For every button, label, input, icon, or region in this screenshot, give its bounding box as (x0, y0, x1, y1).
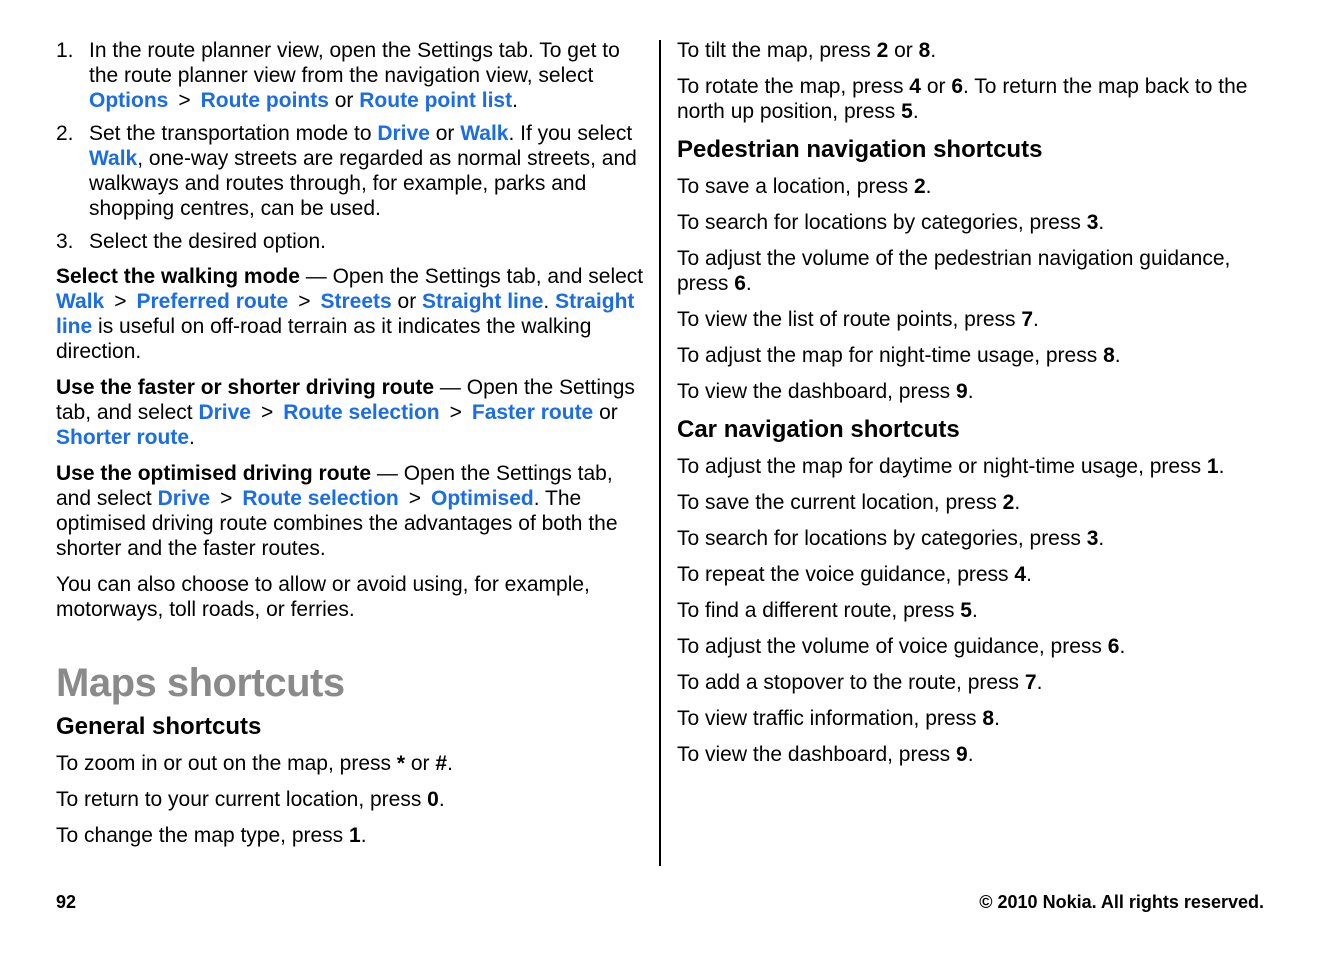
shortcut-line: To adjust the map for night-time usage, press 8. (677, 344, 1121, 367)
shortcut-line: To change the map type, press 1. (56, 824, 367, 847)
key: 2 (913, 175, 926, 198)
shortcut-line: To save the current location, press 2. (677, 491, 1021, 514)
key: 8 (982, 707, 995, 730)
key: # (435, 752, 448, 775)
link-route-point-list[interactable]: Route point list (359, 89, 513, 112)
faster-route-paragraph: Use the faster or shorter driving route — Open the Settings tab, and select Drive > Route selection > Faster route or Shorter route. (56, 376, 635, 449)
key: 6 (951, 75, 964, 98)
key: 6 (734, 272, 746, 295)
shortcut-line: To tilt the map, press 2 or 8. (677, 39, 937, 62)
shortcut-line: To adjust the volume of the pedestrian navigation guidance, press 6. (677, 247, 1231, 295)
right-column (677, 38, 1277, 778)
link-route-selection[interactable]: Route selection (283, 401, 440, 424)
link-walk[interactable]: Walk (56, 290, 105, 313)
shortcut-line: To view the dashboard, press 9. (677, 743, 974, 766)
link-drive[interactable]: Drive (198, 401, 251, 424)
key: 7 (1024, 671, 1037, 694)
key: 3 (1086, 527, 1099, 550)
list-item: 1. In the route planner view, open the Settings tab. To get to the route planner view from the navigation view, select Options > Route points or Route point list. (56, 39, 620, 112)
shortcut-line: To view traffic information, press 8. (677, 707, 1000, 730)
key: 9 (956, 743, 968, 766)
key: 7 (1021, 308, 1034, 331)
link-preferred-route[interactable]: Preferred route (136, 290, 289, 313)
shortcut-line: To search for locations by categories, press 3. (677, 527, 1105, 550)
shortcut-line: To rotate the map, press 4 or 6. To return the map back to the north up position, press 5. (677, 75, 1248, 123)
key: * (396, 752, 406, 775)
term: Use the faster or shorter driving route (56, 376, 435, 399)
link-options[interactable]: Options (89, 89, 169, 112)
column-divider (659, 40, 661, 866)
shortcut-line: To view the list of route points, press 7. (677, 308, 1039, 331)
shortcut-line: To view the dashboard, press 9. (677, 380, 974, 403)
list-item: 3. Select the desired option. (56, 230, 326, 253)
optimised-route-paragraph: Use the optimised driving route — Open the Settings tab, and select Drive > Route selection > Optimised. The optimised driving route combines the advantages of both the shorter and the faster routes. (56, 462, 618, 560)
key: 0 (427, 788, 439, 811)
link-route-points[interactable]: Route points (200, 89, 329, 112)
key: 5 (901, 100, 913, 123)
step-number: 3. (56, 230, 74, 253)
key: 1 (1206, 455, 1219, 478)
link-streets[interactable]: Streets (320, 290, 392, 313)
walking-mode-paragraph: Select the walking mode — Open the Settings tab, and select Walk > Preferred route > Streets or Straight line. Straight line is useful on off-road terrain as it indicates the walking direction. (56, 265, 644, 363)
page-number: 92 (56, 892, 77, 912)
copyright: © 2010 Nokia. All rights reserved. (979, 892, 1264, 912)
section-title: Maps shortcuts (56, 661, 345, 705)
shortcut-line: To adjust the volume of voice guidance, press 6. (677, 635, 1126, 658)
key: 9 (956, 380, 968, 403)
shortcut-line: To add a stopover to the route, press 7. (677, 671, 1043, 694)
link-faster-route[interactable]: Faster route (471, 401, 594, 424)
step-number: 1. (56, 39, 74, 62)
link-straight-line[interactable]: Straight line (422, 290, 544, 313)
link-walk[interactable]: Walk (460, 122, 509, 145)
key: 8 (918, 39, 931, 62)
link-walk[interactable]: Walk (89, 147, 138, 170)
shortcut-line: To zoom in or out on the map, press * or #. (56, 752, 453, 775)
key: 8 (1103, 344, 1115, 367)
car-shortcuts-heading: Car navigation shortcuts (677, 416, 960, 443)
general-shortcuts-heading: General shortcuts (56, 713, 262, 740)
shortcut-line: To return to your current location, press 0. (56, 788, 445, 811)
link-drive[interactable]: Drive (157, 487, 211, 510)
avoid-paragraph: You can also choose to allow or avoid using, for example, motorways, toll roads, or ferries. (56, 573, 590, 621)
pedestrian-shortcuts-heading: Pedestrian navigation shortcuts (677, 136, 1043, 163)
link-straight-line[interactable]: Straight line (56, 290, 635, 338)
key: 5 (960, 599, 972, 622)
link-optimised[interactable]: Optimised (431, 487, 534, 510)
key: 1 (349, 824, 361, 847)
step-number: 2. (56, 122, 74, 145)
link-shorter-route[interactable]: Shorter route (56, 426, 190, 449)
key: 4 (1014, 563, 1027, 586)
term: Use the optimised driving route (56, 462, 372, 485)
left-column (56, 38, 646, 859)
key: 4 (909, 75, 921, 98)
shortcut-line: To find a different route, press 5. (677, 599, 978, 622)
link-route-selection[interactable]: Route selection (242, 487, 399, 510)
shortcut-line: To search for locations by categories, press 3. (677, 211, 1105, 234)
steps-list (56, 38, 646, 254)
term: Select the walking mode (56, 265, 300, 288)
list-item: 2. Set the transportation mode to Drive or Walk. If you select Walk, one-way streets are regarded as normal streets, and walkways and routes through, for example, parks and shopping centres, can be used. (56, 122, 637, 220)
link-drive[interactable]: Drive (377, 122, 430, 145)
key: 2 (1002, 491, 1015, 514)
shortcut-line: To save a location, press 2. (677, 175, 932, 198)
key: 6 (1107, 635, 1120, 658)
key: 2 (876, 39, 889, 62)
key: 3 (1086, 211, 1099, 234)
shortcut-line: To adjust the map for daytime or night-time usage, press 1. (677, 455, 1225, 478)
shortcut-line: To repeat the voice guidance, press 4. (677, 563, 1032, 586)
